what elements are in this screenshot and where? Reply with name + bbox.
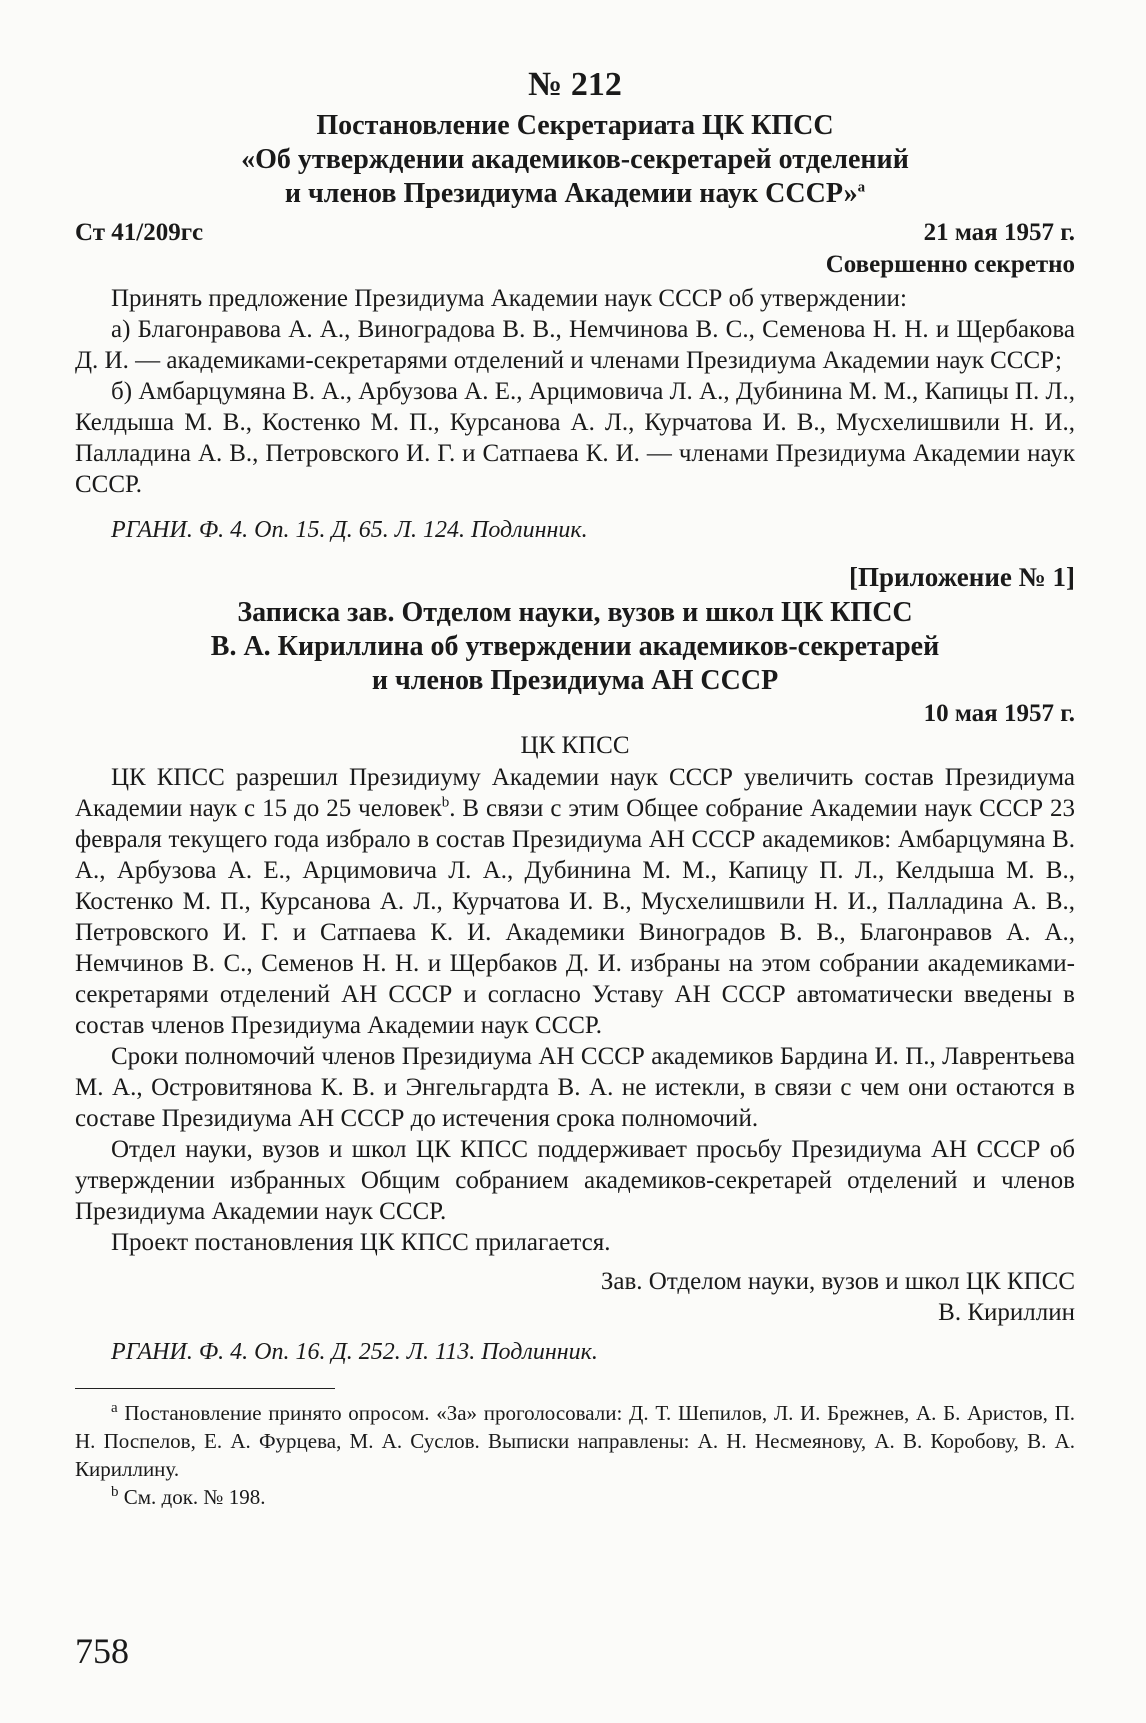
addressee: ЦК КПСС — [520, 732, 630, 759]
title-line-2: «Об утверждении академиков-секретарей отделений — [241, 144, 909, 175]
document-number: № 212 — [528, 66, 622, 103]
annex-title-line-3: и членов Президиума АН СССР — [371, 665, 779, 696]
annex-p1-start: ЦК КПСС разрешил Президиуму Академии наук СССР увеличить состав Президиума Академии наук с 15 до 25 человек — [75, 764, 1075, 822]
footnote-ref-b: b — [441, 794, 450, 811]
footnote-a-text: Постановление принято опросом. «За» проголосовали: Д. Т. Шепилов, Л. И. Брежнев, А. Б. Аристов, П. Н. Поспелов, Е. А. Фурцева, М. А. Суслов. Выписки направлены: А. Н. Несмеянову, А. В. Коробову, В. А. Кириллину. — [75, 1401, 1075, 1481]
footnote-b-text: См. док. № 198. — [118, 1485, 266, 1509]
protocol-number: Ст 41/209гс — [75, 219, 204, 246]
annex-paragraph-1 — [75, 762, 1075, 1041]
page-number: 758 — [75, 1631, 129, 1671]
archive-source-2: РГАНИ. Ф. 4. Оп. 16. Д. 252. Л. 113. Подлинник. — [111, 1339, 598, 1365]
annex-title — [75, 596, 1075, 698]
annex-paragraph-2: Сроки полномочий членов Президиума АН СССР академиков Бардина И. П., Лаврентьева М. А., Островитянова К. В. и Энгельгардта В. А. не истекли, в связи с чем они остаются в составе Президиума АН СССР до истечения срока полномочий. — [75, 1043, 1075, 1132]
footnote-b-mark: b — [111, 1484, 119, 1500]
document-title — [75, 109, 1075, 211]
resolution-item-b: б) Амбарцумяна В. А., Арбузова А. Е., Арцимовича Л. А., Дубинина М. М., Капицы П. Л., Келдыша М. В., Костенко М. П., Курсанова А. Л., Курчатова И. В., Мусхелишвили Н. И., Палладина А. В., Петровского И. Г. и Сатпаева К. И. — членами Президиума Академии наук СССР. — [75, 378, 1075, 498]
page-content — [75, 55, 1075, 1511]
footnote-a-mark: а — [111, 1400, 118, 1416]
annex-date: 10 мая 1957 г. — [923, 700, 1075, 727]
title-line-1: Постановление Секретариата ЦК КПСС — [316, 110, 834, 141]
secrecy-label: Совершенно секретно — [825, 251, 1075, 278]
annex-title-line-2: В. А. Кириллина об утверждении академиков-секретарей — [210, 631, 940, 662]
archive-source-1: РГАНИ. Ф. 4. Оп. 15. Д. 65. Л. 124. Подлинник. — [111, 517, 588, 543]
resolution-intro: Принять предложение Президиума Академии наук СССР об утверждении: — [111, 285, 907, 312]
annex-paragraph-4: Проект постановления ЦК КПСС прилагается. — [111, 1229, 611, 1256]
title-line-3 — [75, 177, 1075, 211]
annex-label: [Приложение № 1] — [849, 562, 1075, 592]
annex-title-line-1: Записка зав. Отделом науки, вузов и школ ЦК КПСС — [237, 597, 913, 628]
footnote-ref-a: а — [857, 179, 866, 196]
resolution-item-a: а) Благонравова А. А., Виноградова В. В., Немчинова В. С., Семенова Н. Н. и Щербакова Д. И. — академиками-секретарями отделений и членами Президиума Академии наук СССР; — [75, 316, 1075, 374]
protocol-row — [75, 217, 1075, 249]
document-date: 21 мая 1957 г. — [923, 219, 1075, 246]
signature-title: Зав. Отделом науки, вузов и школ ЦК КПСС — [600, 1268, 1075, 1295]
footnote-a — [75, 1399, 1075, 1483]
annex-paragraph-3: Отдел науки, вузов и школ ЦК КПСС поддерживает просьбу Президиума АН СССР об утверждении избранных Общим собранием академиков-секретарей отделений и членов Президиума Академии наук СССР. — [75, 1136, 1075, 1225]
title-line-3-text: и членов Президиума Академии наук СССР» — [284, 178, 858, 209]
footnote-divider — [75, 1388, 335, 1389]
signature-name: В. Кириллин — [938, 1299, 1075, 1326]
footnote-b — [75, 1483, 1075, 1511]
annex-p1-end: . В связи с этим Общее собрание Академии наук СССР 23 февраля текущего года избрало в состав Президиума АН СССР академиков: Амбарцумяна В. А., Арбузова А. Е., Арцимовича Л. А., Дубинина М. М., Капицу П. Л., Келдыша М. В., Костенко М. П., Курсанова А. Л., Курчатова И. В., Мусхелишвили Н. И., Палладина А. В., Петровского И. Г. и Сатпаева К. И. Академики Виноградов В. В., Благонравов А. А., Немчинов В. С., Семенов Н. Н. и Щербаков Д. И. избраны на этом собрании академиками-секретарями отделений АН СССР и согласно Уставу АН СССР автоматически введены в состав членов Президиума Академии наук СССР. — [75, 795, 1076, 1039]
